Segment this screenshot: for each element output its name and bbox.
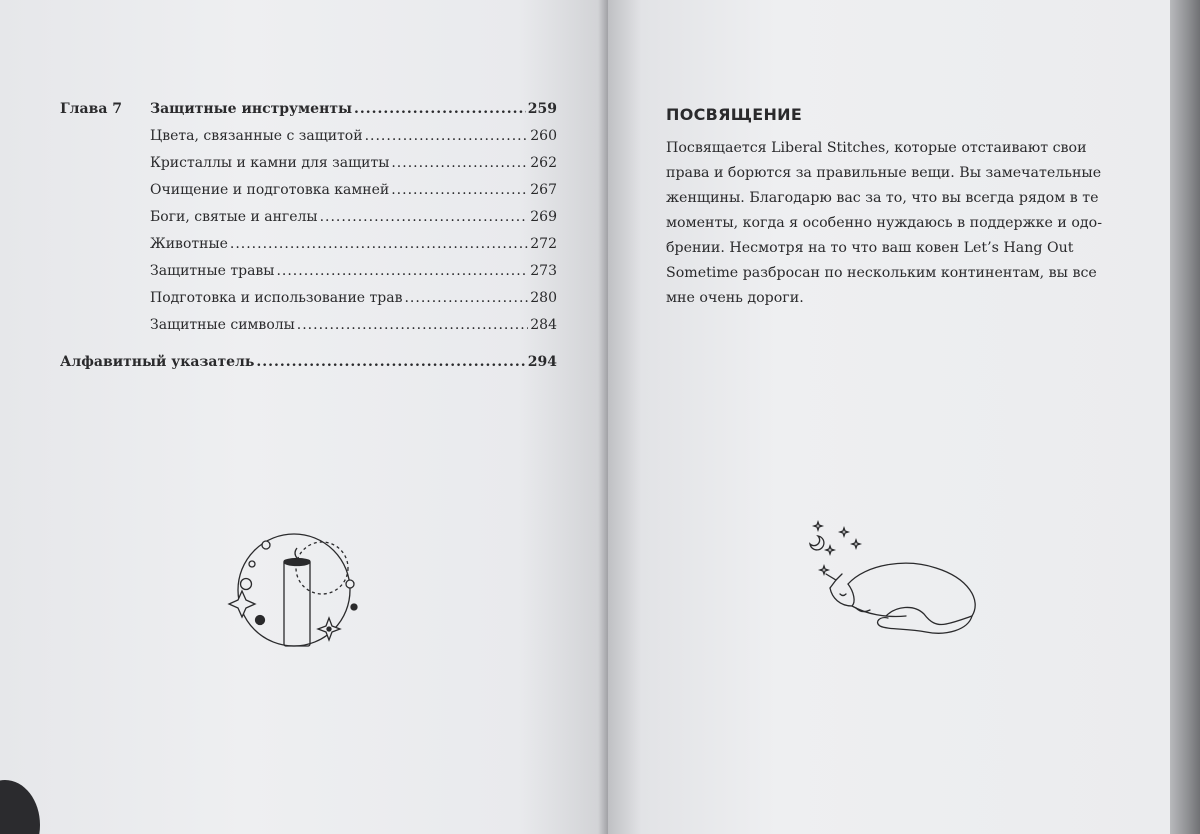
toc-section-row: [60, 123, 557, 150]
section-title: Защитные символы: [150, 317, 295, 333]
chapter-number: Глава 7: [60, 101, 123, 117]
toc-chapter-row: [60, 96, 557, 123]
dedication-line: Sometime разбросан по нескольким континентам, вы все: [666, 265, 1097, 281]
dedication-line: права и борются за правильные вещи. Вы замечательные: [666, 165, 1102, 181]
dedication-line: Посвящается Liberal Stitches, которые отстаивают свои: [666, 140, 1087, 156]
index-title: Алфавитный указатель: [60, 354, 255, 370]
toc-section-row: [60, 312, 557, 339]
dot-leader: [230, 231, 528, 258]
chapter-title: Защитные инструменты: [150, 101, 353, 117]
section-page-number: 262: [530, 155, 557, 171]
section-title: Кристаллы и камни для защиты: [150, 155, 390, 171]
toc-section-row: [60, 231, 557, 258]
dedication-line: женщины. Благодарю вас за то, что вы всегда рядом в те: [666, 190, 1099, 206]
dedication-line: мне очень дороги.: [666, 290, 804, 306]
dot-leader: [256, 349, 525, 376]
dot-leader: [320, 204, 529, 231]
section-page-number: 280: [530, 290, 557, 306]
dedication-line: моменты, когда я особенно нуждаюсь в поддержке и одо-: [666, 215, 1102, 231]
section-page-number: 267: [530, 182, 557, 198]
toc-section-row: [60, 177, 557, 204]
section-title: Боги, святые и ангелы: [150, 209, 318, 225]
dot-leader: [354, 96, 526, 123]
dedication-line: брении. Несмотря на то что ваш ковен Let’s Hang Out: [666, 240, 1074, 256]
dot-leader: [297, 312, 528, 339]
section-page-number: 269: [530, 209, 557, 225]
sleeping-cat-icon: [796, 518, 996, 638]
dot-leader: [365, 123, 529, 150]
right-page: [608, 0, 1170, 834]
page-stack-edge: [1170, 0, 1200, 834]
toc-index-row: [60, 349, 557, 376]
dedication-section: [666, 105, 1166, 311]
toc-section-row: [60, 285, 557, 312]
dot-leader: [391, 177, 528, 204]
section-title: Цвета, связанные с защитой: [150, 128, 363, 144]
toc-section-row: [60, 150, 557, 177]
dot-leader: [391, 150, 528, 177]
dot-leader: [404, 285, 528, 312]
dot-leader: [276, 258, 528, 285]
section-title: Животные: [150, 236, 228, 252]
section-page-number: 272: [530, 236, 557, 252]
index-page-number: 294: [527, 354, 557, 370]
section-title: Очищение и подготовка камней: [150, 182, 390, 198]
toc-section-row: [60, 258, 557, 285]
chapter-page-number: 259: [527, 101, 557, 117]
section-title: Защитные травы: [150, 263, 275, 279]
dedication-heading: ПОСВЯЩЕНИЕ: [666, 105, 803, 124]
table-of-contents: [60, 96, 557, 376]
candle-orbit-icon: [222, 518, 372, 653]
section-page-number: 284: [530, 317, 557, 333]
section-page-number: 273: [530, 263, 557, 279]
section-page-number: 260: [530, 128, 557, 144]
toc-section-row: [60, 204, 557, 231]
section-title: Подготовка и использование трав: [150, 290, 403, 306]
